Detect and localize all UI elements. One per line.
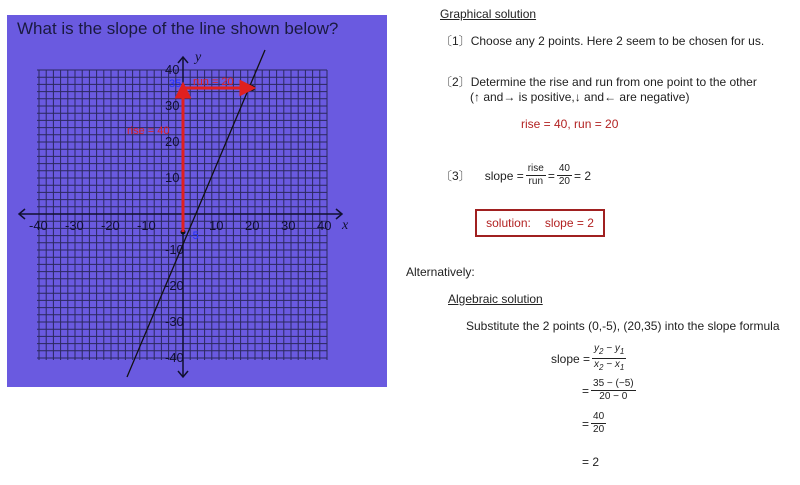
fraction-denominator: 20 [558, 176, 570, 187]
simplified-step [582, 411, 608, 436]
algebraic-intro: Substitute the 2 points (0,-5), (20,35) into the slope formula [466, 319, 780, 333]
label-minus5: -5 [189, 230, 199, 242]
x-tick-labels [29, 218, 331, 233]
graph-svg [7, 15, 387, 387]
y-tick-label: -30 [165, 314, 184, 329]
rise-over-run-fraction [526, 163, 546, 188]
y-tick-label: 40 [165, 62, 180, 77]
x-tick-label: -30 [65, 218, 84, 233]
solution-value: slope = 2 [544, 216, 594, 230]
formula-denominator [592, 359, 626, 374]
y-axis-name: y [195, 50, 202, 65]
fraction-numerator: 40 [558, 163, 570, 174]
equals-sign: = [547, 168, 555, 183]
fraction-numerator: rise [527, 163, 544, 174]
x-tick-label: 40 [317, 218, 332, 233]
y-tick-label: -40 [165, 350, 184, 365]
slope-lhs: slope = [551, 351, 591, 366]
step-2-note: (↑ and→ is positive,↓ and← are negative) [470, 90, 690, 104]
step-3-number: 〔3〕 [440, 169, 471, 183]
step-1 [440, 32, 764, 49]
x-tick-label: 10 [209, 218, 224, 233]
slope-formula [551, 343, 628, 374]
alternatively-label: Alternatively: [406, 265, 475, 279]
formula-denominator-text: $x_2 - x_1$ [594, 359, 625, 372]
x-tick-label: -40 [29, 218, 48, 233]
formula-numerator [592, 343, 626, 359]
y-tick-label: 20 [165, 134, 180, 149]
label-35: 35 [169, 78, 182, 90]
x-tick-label: 30 [281, 218, 296, 233]
y-tick-label: -10 [165, 242, 184, 257]
forty-over-twenty-fraction [557, 163, 572, 188]
substitution-step [582, 378, 638, 403]
fraction-denominator: run [528, 176, 543, 187]
step-1-number: 〔1〕 [440, 34, 471, 48]
x-tick-label: -20 [101, 218, 120, 233]
y-tick-label: -20 [165, 278, 184, 293]
question-text: What is the slope of the line shown below? [17, 19, 339, 38]
simplified-numerator: 40 [593, 411, 605, 422]
simplified-denominator: 20 [593, 424, 605, 435]
algebraic-final: = 2 [582, 455, 600, 469]
solution-box [475, 209, 605, 237]
step-1-text: Choose any 2 points. Here 2 seem to be chosen for us. [470, 34, 765, 48]
step-2-number: 〔2〕 [440, 75, 471, 89]
simplified-fraction [591, 411, 606, 436]
formula-numerator-text: $y_2 - y_1$ [594, 343, 625, 356]
graph-photo [7, 15, 387, 387]
slope-lhs: slope = [484, 168, 524, 183]
graphical-solution-title: Graphical solution [440, 7, 537, 21]
step-3-result: = 2 [573, 168, 591, 183]
substitution-denominator: 20 − 0 [599, 391, 628, 402]
substitution-fraction [591, 378, 636, 403]
algebraic-solution-title: Algebraic solution [448, 292, 543, 306]
rise-label: rise = 40 [127, 125, 170, 137]
slope-formula-fraction [592, 343, 626, 374]
substitution-numerator: 35 − (−5) [593, 378, 634, 389]
solution-label: solution: [486, 216, 531, 230]
x-axis-name: x [342, 218, 349, 233]
rise-run-values: rise = 40, run = 20 [521, 117, 619, 131]
y-tick-label: 30 [165, 98, 180, 113]
step-2 [440, 73, 757, 90]
run-label: run = 20 [193, 76, 234, 88]
step-2-text: Determine the rise and run from one point to the other [470, 75, 757, 89]
x-tick-label: 20 [245, 218, 260, 233]
step-3 [440, 163, 591, 188]
equals-sign: = [582, 383, 590, 398]
x-tick-label: -10 [137, 218, 156, 233]
equals-sign: = [582, 416, 590, 431]
y-tick-label: 10 [165, 170, 180, 185]
